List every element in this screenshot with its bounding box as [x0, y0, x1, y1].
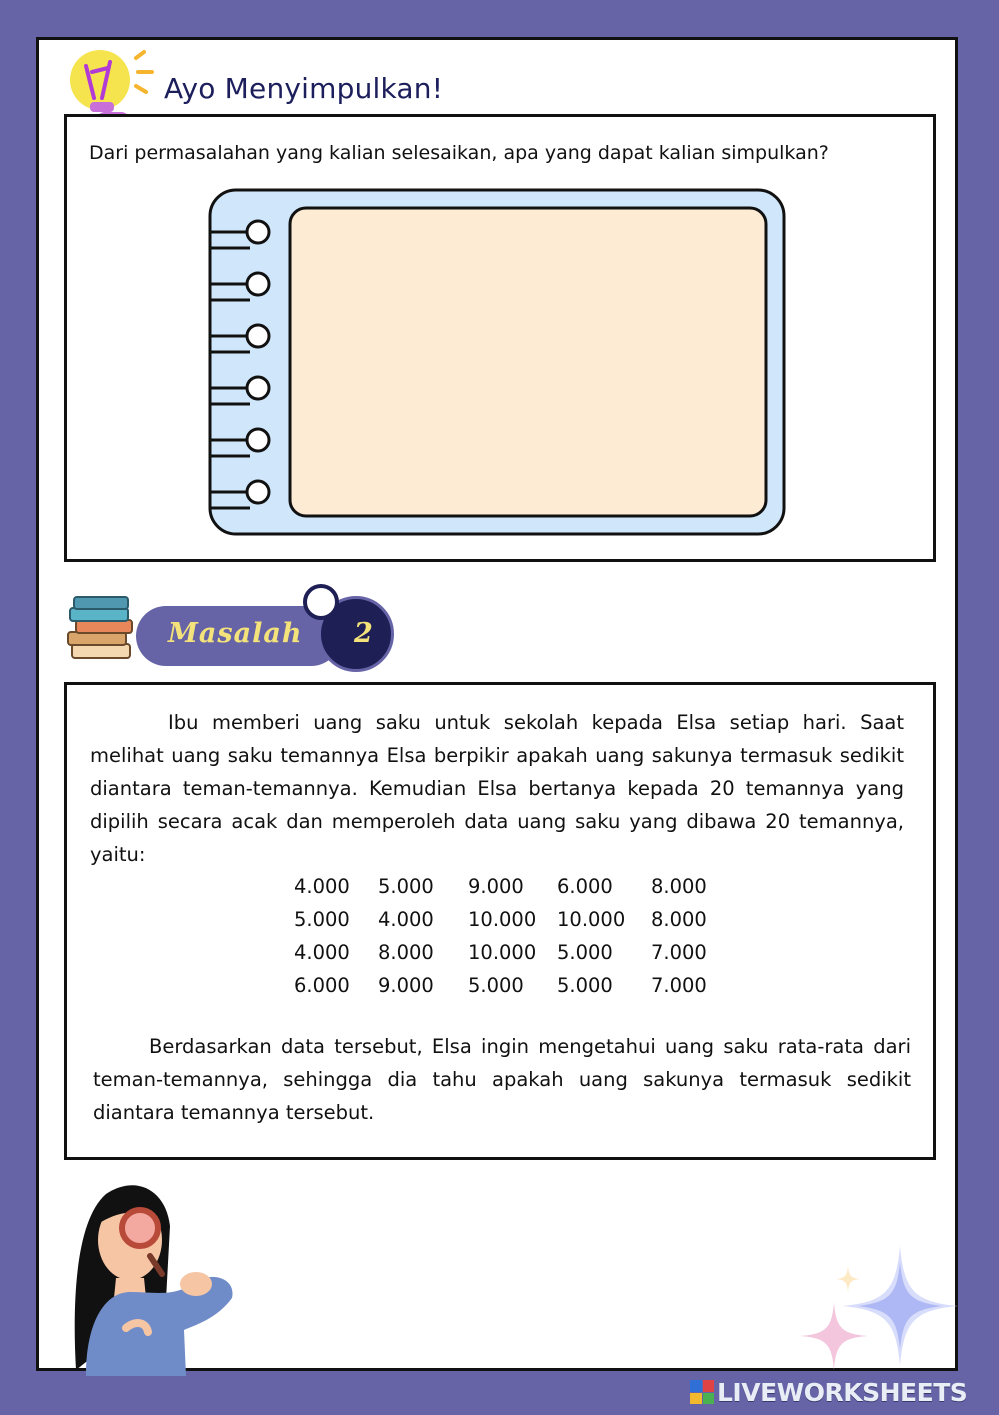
table-cell: 9.000	[378, 974, 434, 997]
table-cell: 10.000	[468, 908, 537, 931]
table-cell: 10.000	[468, 941, 537, 964]
table-cell: 6.000	[294, 974, 350, 997]
data-table	[294, 870, 731, 1002]
liveworksheets-logo-icon	[690, 1380, 714, 1404]
liveworksheets-watermark	[690, 1377, 967, 1407]
table-row	[294, 903, 731, 936]
table-cell: 7.000	[651, 974, 707, 997]
table-cell: 7.000	[651, 941, 707, 964]
problem-paragraph-2: Berdasarkan data tersebut, Elsa ingin mengetahui uang saku rata-rata dari teman-temannya, sehingga dia tahu apakah uang sakunya termasuk sedikit diantara temannya tersebut.	[93, 1035, 911, 1124]
table-row	[294, 969, 731, 1002]
table-cell: 5.000	[378, 875, 434, 898]
section-title: Ayo Menyimpulkan!	[164, 72, 444, 105]
table-cell: 4.000	[378, 908, 434, 931]
conclusion-question: Dari permasalahan yang kalian selesaikan, apa yang dapat kalian simpulkan?	[89, 142, 829, 164]
problem-paragraph-1: Ibu memberi uang saku untuk sekolah kepada Elsa setiap hari. Saat melihat uang saku temannya Elsa berpikir apakah uang sakunya termasuk sedikit diantara teman-temannya. Kemudian Elsa bertanya kepada 20 temannya yang dipilih secara acak dan memperoleh data uang saku yang dibawa 20 temannya, yaitu:	[90, 711, 904, 866]
table-cell: 10.000	[557, 908, 626, 931]
table-cell: 5.000	[294, 908, 350, 931]
table-cell: 5.000	[557, 941, 613, 964]
table-cell: 4.000	[294, 941, 350, 964]
table-cell: 8.000	[651, 908, 707, 931]
table-cell: 9.000	[468, 875, 524, 898]
table-cell: 5.000	[557, 974, 613, 997]
watermark-text: LIVEWORKSHEETS	[717, 1377, 968, 1407]
table-cell: 5.000	[468, 974, 524, 997]
sparkle-decoration	[790, 1240, 960, 1374]
girl-magnifier-illustration	[66, 1180, 238, 1376]
books-icon	[64, 594, 138, 664]
answer-notebook[interactable]	[204, 186, 790, 538]
table-cell: 8.000	[651, 875, 707, 898]
table-cell: 6.000	[557, 875, 613, 898]
problem-number: 2	[354, 618, 373, 649]
table-row	[294, 936, 731, 969]
problem-badge-label: Masalah	[168, 618, 303, 649]
table-row	[294, 870, 731, 903]
table-cell: 8.000	[378, 941, 434, 964]
badge-small-circle	[303, 584, 339, 620]
table-cell: 4.000	[294, 875, 350, 898]
